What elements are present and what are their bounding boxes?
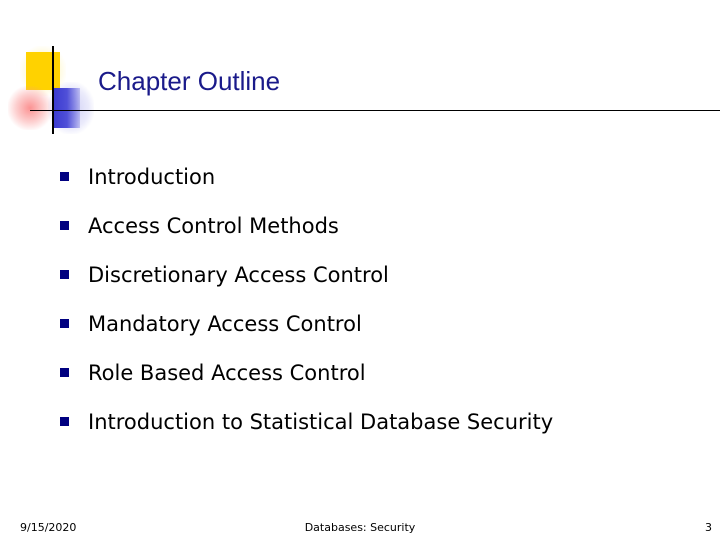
bullet-item [60,152,553,201]
bullet-item [60,299,553,348]
square-bullet-icon [60,172,69,181]
footer-date: 9/15/2020 [20,521,77,534]
square-bullet-icon [60,221,69,230]
bullet-item [60,348,553,397]
bullet-text: Introduction [88,164,216,189]
bullet-text: Role Based Access Control [88,360,366,385]
square-bullet-icon [60,417,69,426]
title-underline-rule [30,110,720,111]
square-bullet-icon [60,319,69,328]
square-bullet-icon [60,270,69,279]
bullet-item [60,397,553,446]
page-number: 3 [705,521,712,534]
bullet-item [60,201,553,250]
bullet-text: Mandatory Access Control [88,311,362,336]
bullet-text: Discretionary Access Control [88,262,389,287]
bullet-text: Access Control Methods [88,213,339,238]
slide-title: Chapter Outline [98,66,281,96]
square-bullet-icon [60,368,69,377]
bullet-text: Introduction to Statistical Database Security [88,409,554,434]
bullet-item [60,250,553,299]
bullet-list [60,152,553,446]
footer-title: Databases: Security [304,521,416,534]
